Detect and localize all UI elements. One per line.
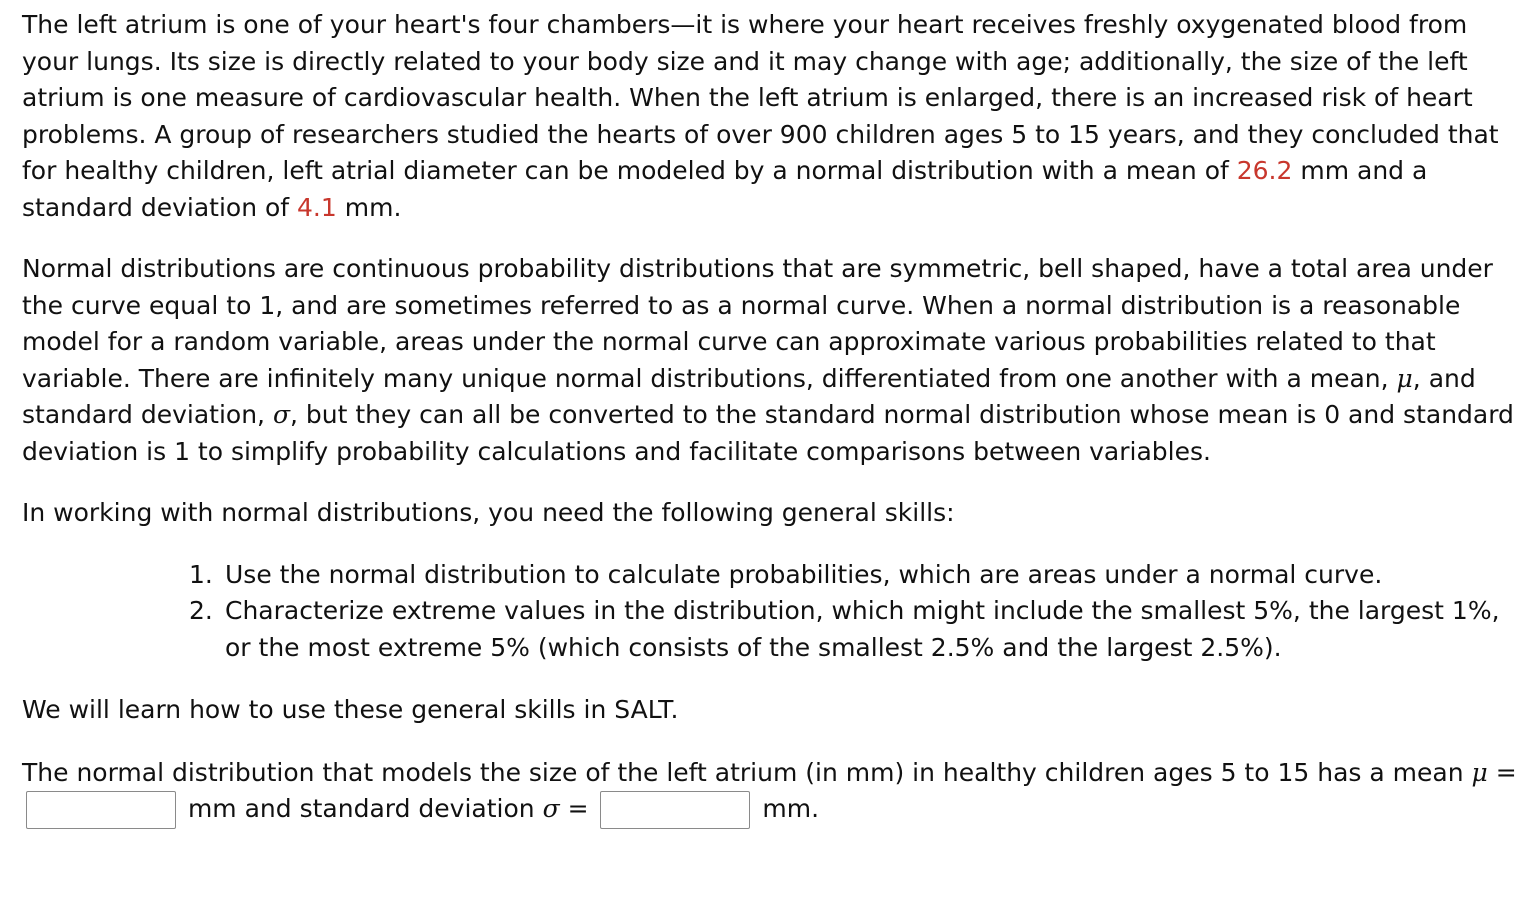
normal-info-part1: Normal distributions are continuous probability distributions that are symmetric, bell shaped, have a total area under the curve equal to 1, and are sometimes referred to as a normal curve. When a normal distribution is a reasonable model for a random variable, areas under the normal curve can approximate various probabilities related to that variable. There are infinitely many unique normal distributions, differentiated from one another with a mean,	[22, 254, 1493, 393]
skill-text: Use the normal distribution to calculate probabilities, which are areas under a normal curve.	[225, 559, 1383, 589]
mean-answer-input[interactable]	[26, 791, 176, 829]
question-middle: mm and standard deviation	[180, 794, 543, 823]
intro-paragraph	[22, 7, 1522, 226]
question-paragraph	[22, 755, 1522, 830]
skill-item	[189, 593, 1522, 666]
sd-value: 4.1	[297, 192, 337, 222]
skill-text: Characterize extreme values in the distribution, which might include the smallest 5%, the largest 1%, or the most extreme 5% (which consists of the smallest 2.5% and the largest 2.5%).	[225, 596, 1500, 662]
normal-info-part3: , but they can all be converted to the standard normal distribution whose mean is 0 and standard deviation is 1 to simplify probability calculations and facilitate comparisons between variables.	[22, 400, 1514, 466]
intro-text-between: mm and a standard deviation of	[22, 156, 1428, 222]
sd-answer-input[interactable]	[600, 791, 750, 829]
question-equals: =	[1487, 757, 1517, 787]
intro-text-before-mean: The left atrium is one of your heart's four chambers—it is where your heart receives freshly oxygenated blood from your lungs. Its size is directly related to your body size and it may change with age; additionally, the size of the left atrium is one measure of cardiovascular health. When the left atrium is enlarged, there is an increased risk of heart problems. A group of researchers studied the hearts of over 900 children ages 5 to 15 years, and they concluded that for healthy children, left atrial diameter can be modeled by a normal distribution with a mean of	[22, 10, 1499, 185]
question-lead: The normal distribution that models the size of the left atrium (in mm) in healthy children ages 5 to 15 has a mean	[22, 757, 1472, 787]
salt-line: We will learn how to use these general skills in SALT.	[22, 695, 679, 724]
mean-value: 26.2	[1236, 156, 1293, 185]
skill-item	[189, 557, 1522, 594]
skill-number: 1.	[189, 559, 213, 589]
sigma-symbol: σ	[272, 400, 291, 429]
mu-symbol: μ	[1396, 363, 1413, 393]
question-equals-2: =	[559, 794, 597, 823]
intro-text-after: mm.	[336, 192, 402, 222]
question-tail: mm.	[754, 794, 820, 823]
problem-page	[22, 7, 1522, 829]
skills-list	[22, 557, 1522, 667]
normal-info-paragraph	[22, 251, 1522, 470]
skill-number: 2.	[189, 596, 213, 625]
normal-info-part2: , and standard deviation,	[22, 363, 1476, 429]
question-sigma-symbol: σ	[542, 794, 560, 823]
question-mu-symbol: μ	[1471, 757, 1488, 787]
skills-intro: In working with normal distributions, you need the following general skills:	[22, 498, 955, 527]
